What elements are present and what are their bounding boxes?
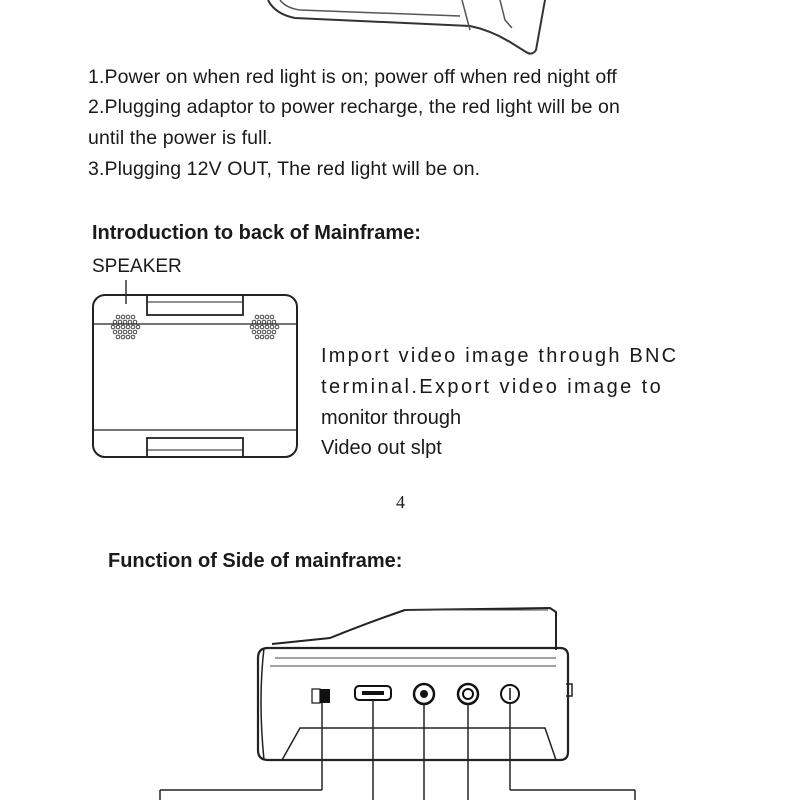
side-section-heading: Function of Side of mainframe: (108, 550, 403, 572)
instruction-line-2: 2.Plugging adaptor to power recharge, the red light will be on (88, 96, 620, 118)
speaker-label: SPEAKER (92, 256, 182, 277)
back-description-line-2: terminal.Export video image to (321, 376, 664, 398)
page-number: 4 (396, 492, 405, 512)
instruction-line-1: 1.Power on when red light is on; power off when red night off (88, 66, 617, 88)
instruction-line-4: 3.Plugging 12V OUT, The red light will be on. (88, 158, 481, 180)
mainframe-side-illustration (0, 600, 800, 800)
speaker-grille-left (111, 315, 140, 339)
back-description-line-3: monitor through (321, 407, 462, 429)
instruction-line-3: until the power is full. (88, 127, 273, 149)
device-top-illustration (0, 0, 800, 70)
back-description-line-1: Import video image through BNC (321, 345, 679, 367)
back-section-heading: Introduction to back of Mainframe: (92, 222, 421, 244)
mainframe-back-illustration (90, 280, 300, 460)
speaker-grille-right (250, 315, 279, 339)
back-description-line-4: Video out slpt (321, 437, 442, 459)
